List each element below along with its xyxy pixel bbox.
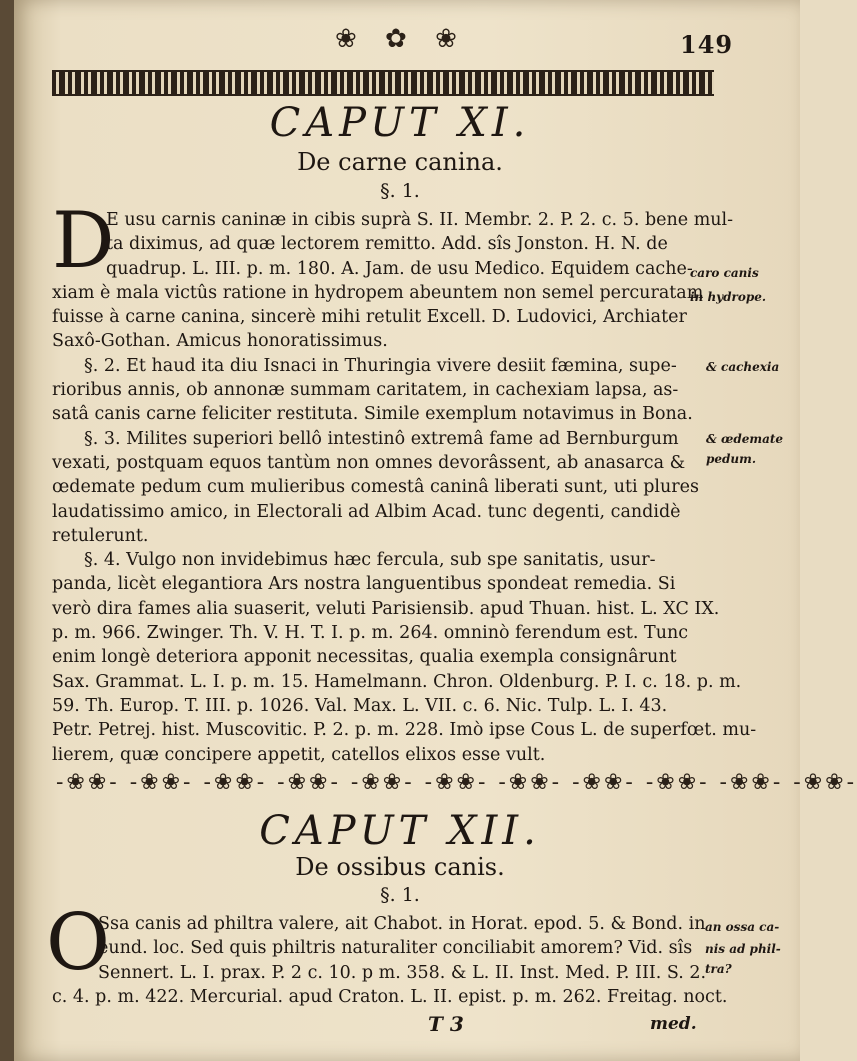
text-line: retulerunt. <box>52 525 149 546</box>
text-line: verò dira fames alia suaserit, veluti Parisiensib. apud Thuan. hist. L. XC IX. <box>52 598 720 619</box>
text-line: œdemate pedum cum mulieribus comestâ caninâ liberati sunt, uti plures <box>52 477 699 498</box>
chapter-heading: CAPUT XII. <box>259 808 541 854</box>
text-line: laudatissimo amico, in Electorali ad Albim Acad. tunc degenti, candidè <box>52 501 681 522</box>
chapter-heading: CAPUT XI. <box>269 100 531 146</box>
margin-note: & œdemate <box>706 432 784 446</box>
text-line: c. 4. p. m. 422. Mercurial. apud Craton. L. II. epist. p. m. 262. Freitag. noct. <box>52 986 728 1007</box>
text-line: quadrup. L. III. p. m. 180. A. Jam. de usu Medico. Equidem cache- <box>106 258 693 279</box>
margin-note: pedum. <box>706 452 757 466</box>
margin-note: & cachexia <box>706 360 780 374</box>
ornamental-band <box>52 70 714 96</box>
text-line: fuisse à carne canina, sincerè mihi retulit Excell. D. Ludovici, Archiater <box>52 307 687 328</box>
drop-capital: D <box>52 196 115 286</box>
drop-capital: O <box>46 898 110 988</box>
page-number: 149 <box>680 30 734 59</box>
text-line: §. 3. Milites superiori bellô intestinô extremâ fame ad Bernburgum <box>84 428 679 449</box>
text-line: satâ canis carne feliciter restituta. Simile exemplum notavimus in Bona. <box>52 404 693 425</box>
text-line: 59. Th. Europ. T. III. p. 1026. Val. Max. L. VII. c. 6. Nic. Tulp. L. I. 43. <box>52 695 668 716</box>
text-line: Saxô-Gothan. Amicus honoratissimus. <box>52 331 388 352</box>
margin-note: nis ad phil- <box>705 942 781 956</box>
text-line: E usu carnis caninæ in cibis suprà S. II. Membr. 2. P. 2. c. 5. bene mul- <box>106 210 734 230</box>
text-line: xiam è mala victûs ratione in hydropem abeuntem non semel percuratam <box>52 282 704 303</box>
text-line: enim longè deteriora apponit necessitas, qualia exempla consignârunt <box>52 647 677 668</box>
catchword: med. <box>650 1014 697 1034</box>
head-ornament: ❀ ✿ ❀ <box>335 24 467 54</box>
text-line: panda, licèt elegantiora Ars nostra languentibus spondeat remedia. Si <box>52 574 676 595</box>
text-line: vexati, postquam equos tantùm non omnes devorâssent, ab anasarca & <box>52 452 686 473</box>
text-line: p. m. 966. Zwinger. Th. V. H. T. I. p. m. 264. omninò ferendum est. Tunc <box>52 623 689 644</box>
text-line: §. 4. Vulgo non invidebimus hæc fercula, sub spe sanitatis, usur- <box>84 550 656 571</box>
text-line: §. 2. Et haud ita diu Isnaci in Thuringia vivere desiit fæmina, supe- <box>84 355 677 376</box>
margin-note: in hydrope. <box>690 290 767 304</box>
chapter-title: De ossibus canis. <box>295 853 505 881</box>
text-line: Ssa canis ad philtra valere, ait Chabot. in Horat. epod. 5. & Bond. in <box>98 914 706 934</box>
text-line: rioribus annis, ob annonæ summam caritatem, in cachexiam lapsa, as- <box>52 380 679 401</box>
signature-mark: T 3 <box>428 1012 464 1036</box>
section-number: §. 1. <box>380 180 420 202</box>
text-line: Petr. Petrej. hist. Muscovitic. P. 2. p. m. 228. Imò ipse Cous L. de superfœt. mu- <box>52 720 757 741</box>
ornamental-divider: -❀❀- -❀❀- -❀❀- -❀❀- -❀❀- -❀❀- -❀❀- -❀❀- -❀❀- -❀❀- -❀❀- <box>56 770 857 795</box>
margin-note: an ossa ca- <box>705 920 780 934</box>
section-number: §. 1. <box>380 884 420 906</box>
margin-note: caro canis <box>690 266 759 280</box>
margin-note: tra? <box>705 962 732 976</box>
text-line: eund. loc. Sed quis philtris naturaliter conciliabit amorem? Vid. sîs <box>98 938 693 959</box>
text-line: ta diximus, ad quæ lectorem remitto. Add. sîs Jonston. H. N. de <box>106 234 668 255</box>
text-line: Sennert. L. I. prax. P. 2 c. 10. p m. 358. & L. II. Inst. Med. P. III. S. 2. <box>98 962 707 983</box>
text-line: lierem, quæ concipere appetit, catellos elixos esse vult. <box>52 744 546 765</box>
chapter-body <box>52 912 728 1009</box>
chapter-title: De carne canina. <box>297 148 503 176</box>
text-line: Sax. Grammat. L. I. p. m. 15. Hamelmann. Chron. Oldenburg. P. I. c. 18. p. m. <box>52 671 742 692</box>
